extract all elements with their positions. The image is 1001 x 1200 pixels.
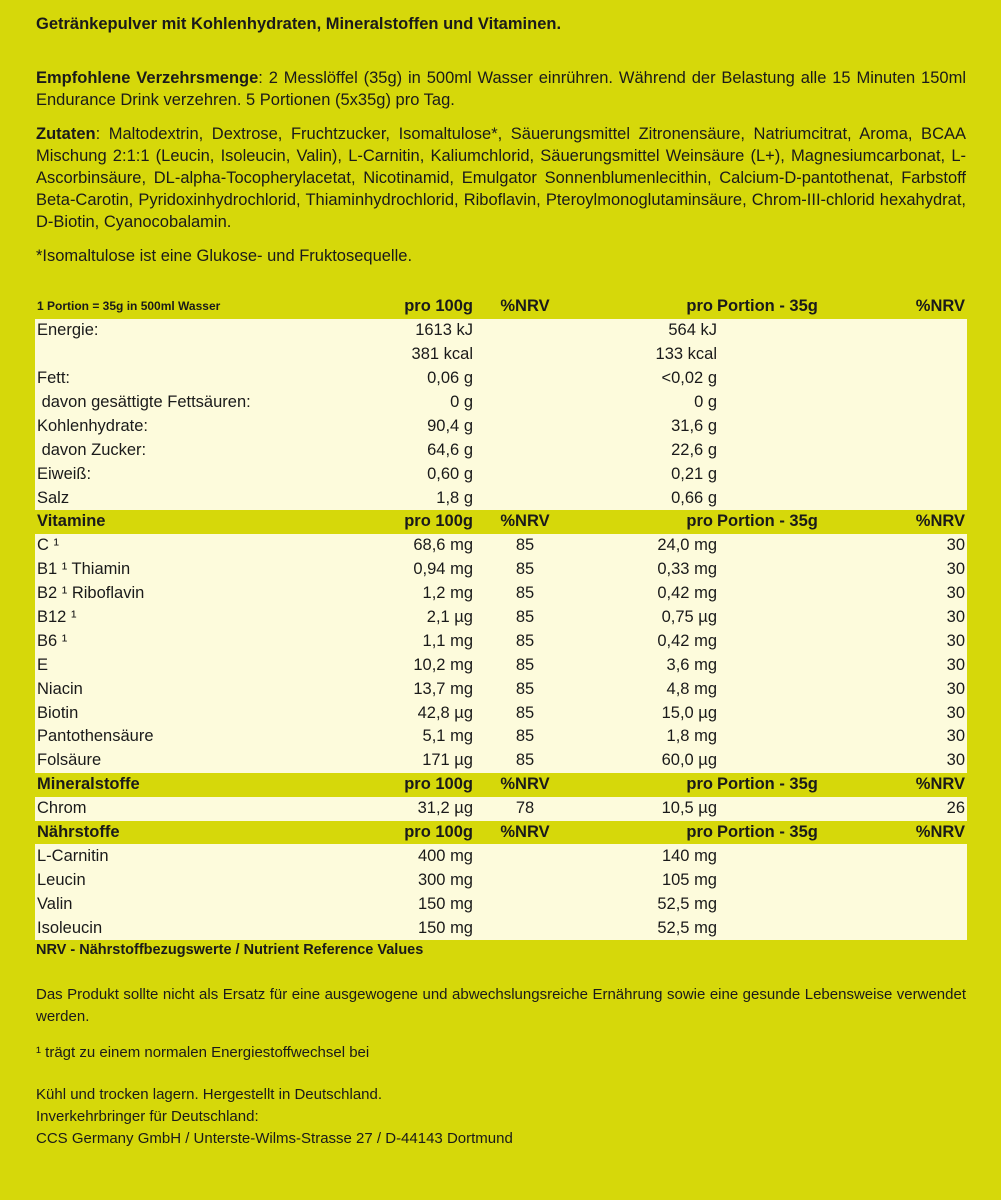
label-document — [36, 14, 966, 1150]
table-row — [35, 319, 967, 343]
nrv-per-portion — [845, 844, 967, 868]
section-title: 1 Portion = 35g in 500ml Wasser — [35, 295, 305, 319]
nrv-per-portion — [845, 916, 967, 940]
value-per-portion: 3,6 mg — [575, 653, 845, 677]
col-header-nrv: %NRV — [475, 510, 575, 534]
nrv-per100: 85 — [475, 701, 575, 725]
col-header-per100: pro 100g — [305, 295, 475, 319]
value-per100: 90,4 g — [305, 414, 475, 438]
nrv-per100 — [475, 486, 575, 510]
col-header-nrv: %NRV — [475, 773, 575, 797]
col-header-portion: Portion - 35g — [715, 295, 845, 319]
nrv-per-portion: 30 — [845, 582, 967, 606]
table-row — [35, 916, 967, 940]
table-row — [35, 892, 967, 916]
nrv-per100 — [475, 391, 575, 415]
value-per100: 2,1 µg — [305, 606, 475, 630]
value-per100: 31,2 µg — [305, 797, 475, 821]
value-per-portion: 0,42 mg — [575, 629, 845, 653]
value-per100: 381 kcal — [305, 343, 475, 367]
nutrient-name — [35, 343, 305, 367]
nutrient-name: E — [35, 653, 305, 677]
value-per100: 10,2 mg — [305, 653, 475, 677]
section-title: Mineralstoffe — [35, 773, 305, 797]
table-row — [35, 391, 967, 415]
table-row — [35, 725, 967, 749]
nrv-per-portion — [845, 367, 967, 391]
nrv-per-portion: 30 — [845, 534, 967, 558]
nutrient-name: L-Carnitin — [35, 844, 305, 868]
table-row — [35, 797, 967, 821]
table-row — [35, 749, 967, 773]
value-per100: 0,94 mg — [305, 558, 475, 582]
nutrient-name: Niacin — [35, 677, 305, 701]
dosage-text: : 2 Messlöffel (35g) in 500ml Wasser einrühren. Während der Belastung alle 15 Minuten 150ml Endurance Drink verzehren. 5 Portionen (5x35g) pro Tag. — [36, 69, 966, 109]
nrv-per100 — [475, 319, 575, 343]
col-header-portion: Portion - 35g — [715, 773, 845, 797]
nrv-per-portion — [845, 319, 967, 343]
table-row — [35, 534, 967, 558]
value-per100: 400 mg — [305, 844, 475, 868]
value-per-portion: 0,66 g — [575, 486, 845, 510]
value-per-portion: 140 mg — [575, 844, 845, 868]
table-row — [35, 868, 967, 892]
ingredients-text: : Maltodextrin, Dextrose, Fruchtzucker, Isomaltulose*, Säuerungsmittel Zitronensäure, Natriumcitrat, Aroma, BCAA Mischung 2:1:1 (Leucin, Isoleucin, Valin), L-Carnitin, Kaliumchlorid, Säuerungsmittel Weinsäure (L+), Magnesiumcarbonat, L-Ascorbinsäure, DL-alpha-Tocopherylacetat, Nicotinamid, Emulgator Sonnenblumenlecithin, Calcium-D-pantothenat, Farbstoff Beta-Carotin, Pyridoxinhydrochlorid, Thiaminhydrochlorid, Riboflavin, Pteroylmonoglutaminsäure, Chrom-III-chlorid hexahydrat, D-Biotin, Cyanocobalamin. — [36, 125, 966, 231]
table-row — [35, 844, 967, 868]
value-per-portion: 1,8 mg — [575, 725, 845, 749]
table-row — [35, 462, 967, 486]
table-row — [35, 438, 967, 462]
table-row — [35, 606, 967, 630]
table-row — [35, 343, 967, 367]
table-section-header — [35, 821, 967, 845]
nutrient-name: Salz — [35, 486, 305, 510]
table-row — [35, 414, 967, 438]
nutrient-name: B1 ¹ Thiamin — [35, 558, 305, 582]
col-header-pro: pro — [575, 510, 715, 534]
section-title: Vitamine — [35, 510, 305, 534]
value-per100: 42,8 µg — [305, 701, 475, 725]
nrv-per-portion — [845, 892, 967, 916]
nrv-per100 — [475, 892, 575, 916]
value-per100: 171 µg — [305, 749, 475, 773]
nutrient-name: Isoleucin — [35, 916, 305, 940]
nrv-per-portion: 30 — [845, 677, 967, 701]
nutrient-name: Kohlenhydrate: — [35, 414, 305, 438]
ingredients-label: Zutaten — [36, 125, 96, 143]
table-row — [35, 653, 967, 677]
nrv-per100: 85 — [475, 629, 575, 653]
nrv-per-portion: 30 — [845, 653, 967, 677]
distributor-label: Inverkehrbringer für Deutschland: — [36, 1108, 259, 1126]
storage-note: Kühl und trocken lagern. Hergestellt in Deutschland. — [36, 1086, 383, 1104]
nrv-per-portion — [845, 868, 967, 892]
nutrient-name: C ¹ — [35, 534, 305, 558]
nrv-per100: 78 — [475, 797, 575, 821]
nutrient-name: Chrom — [35, 797, 305, 821]
value-per100: 5,1 mg — [305, 725, 475, 749]
nutrient-name: Valin — [35, 892, 305, 916]
nutrient-name: Pantothensäure — [35, 725, 305, 749]
value-per-portion: 60,0 µg — [575, 749, 845, 773]
table-row — [35, 367, 967, 391]
nrv-per100 — [475, 868, 575, 892]
section-title: Nährstoffe — [35, 821, 305, 845]
value-per100: 150 mg — [305, 916, 475, 940]
nrv-per100: 85 — [475, 606, 575, 630]
nrv-per100: 85 — [475, 653, 575, 677]
col-header-per100: pro 100g — [305, 821, 475, 845]
value-per100: 68,6 mg — [305, 534, 475, 558]
nrv-per-portion: 30 — [845, 558, 967, 582]
table-section-header — [35, 773, 967, 797]
nrv-per100: 85 — [475, 677, 575, 701]
nrv-per-portion — [845, 343, 967, 367]
nrv-per100: 85 — [475, 534, 575, 558]
nrv-note: NRV - Nährstoffbezugswerte / Nutrient Reference Values — [36, 942, 424, 959]
nrv-per-portion: 30 — [845, 606, 967, 630]
value-per-portion: 22,6 g — [575, 438, 845, 462]
nutrient-name: davon gesättigte Fettsäuren: — [35, 391, 305, 415]
nrv-per100 — [475, 414, 575, 438]
nrv-per-portion — [845, 486, 967, 510]
col-header-per100: pro 100g — [305, 510, 475, 534]
value-per100: 0,06 g — [305, 367, 475, 391]
nrv-per-portion — [845, 391, 967, 415]
nrv-per100 — [475, 916, 575, 940]
value-per-portion: 52,5 mg — [575, 916, 845, 940]
isomaltulose-note: *Isomaltulose ist eine Glukose- und Fruktosequelle. — [36, 247, 413, 265]
value-per100: 300 mg — [305, 868, 475, 892]
value-per100: 150 mg — [305, 892, 475, 916]
nutrient-name: Eiweiß: — [35, 462, 305, 486]
nrv-per100 — [475, 844, 575, 868]
col-header-nrv-portion: %NRV — [845, 773, 967, 797]
value-per100: 1,2 mg — [305, 582, 475, 606]
value-per-portion: 4,8 mg — [575, 677, 845, 701]
dosage-label: Empfohlene Verzehrsmenge — [36, 69, 259, 87]
distributor-address: CCS Germany GmbH / Unterste-Wilms-Strasse 27 / D-44143 Dortmund — [36, 1130, 513, 1148]
value-per-portion: <0,02 g — [575, 367, 845, 391]
value-per-portion: 564 kJ — [575, 319, 845, 343]
nutrient-name: Energie: — [35, 319, 305, 343]
table-section-header — [35, 295, 967, 319]
nrv-per100 — [475, 438, 575, 462]
col-header-pro: pro — [575, 295, 715, 319]
nrv-per-portion: 30 — [845, 629, 967, 653]
value-per100: 0 g — [305, 391, 475, 415]
table-row — [35, 701, 967, 725]
nutrient-name: Folsäure — [35, 749, 305, 773]
value-per-portion: 0,75 µg — [575, 606, 845, 630]
value-per-portion: 0 g — [575, 391, 845, 415]
nrv-per-portion: 30 — [845, 725, 967, 749]
nutrient-name: B2 ¹ Riboflavin — [35, 582, 305, 606]
value-per100: 1613 kJ — [305, 319, 475, 343]
value-per-portion: 24,0 mg — [575, 534, 845, 558]
col-header-pro: pro — [575, 773, 715, 797]
value-per-portion: 10,5 µg — [575, 797, 845, 821]
nutrient-name: Leucin — [35, 868, 305, 892]
disclaimer: Das Produkt sollte nicht als Ersatz für eine ausgewogene und abwechslungsreiche Ernährung sowie eine gesunde Lebensweise verwendet werden. — [36, 986, 966, 1026]
nrv-per100: 85 — [475, 749, 575, 773]
nutrient-name: B12 ¹ — [35, 606, 305, 630]
table-section-header — [35, 510, 967, 534]
col-header-nrv-portion: %NRV — [845, 510, 967, 534]
nrv-per-portion: 30 — [845, 701, 967, 725]
value-per100: 0,60 g — [305, 462, 475, 486]
value-per100: 1,1 mg — [305, 629, 475, 653]
value-per-portion: 31,6 g — [575, 414, 845, 438]
nutrient-name: Biotin — [35, 701, 305, 725]
nrv-per100 — [475, 343, 575, 367]
col-header-nrv: %NRV — [475, 295, 575, 319]
nrv-per100 — [475, 367, 575, 391]
col-header-nrv-portion: %NRV — [845, 295, 967, 319]
table-row — [35, 582, 967, 606]
value-per100: 1,8 g — [305, 486, 475, 510]
nutrient-name: davon Zucker: — [35, 438, 305, 462]
ingredients-paragraph — [36, 123, 966, 233]
nrv-per-portion — [845, 414, 967, 438]
value-per100: 64,6 g — [305, 438, 475, 462]
value-per-portion: 0,42 mg — [575, 582, 845, 606]
col-header-per100: pro 100g — [305, 773, 475, 797]
product-title: Getränkepulver mit Kohlenhydraten, Mineralstoffen und Vitaminen. — [36, 15, 562, 33]
value-per-portion: 0,21 g — [575, 462, 845, 486]
col-header-nrv-portion: %NRV — [845, 821, 967, 845]
value-per-portion: 133 kcal — [575, 343, 845, 367]
value-per-portion: 52,5 mg — [575, 892, 845, 916]
nrv-per-portion: 26 — [845, 797, 967, 821]
nutrient-name: Fett: — [35, 367, 305, 391]
col-header-portion: Portion - 35g — [715, 821, 845, 845]
value-per-portion: 0,33 mg — [575, 558, 845, 582]
dosage-paragraph — [36, 67, 966, 111]
nrv-per-portion: 30 — [845, 749, 967, 773]
nutrition-table — [35, 295, 967, 940]
col-header-nrv: %NRV — [475, 821, 575, 845]
table-row — [35, 486, 967, 510]
col-header-pro: pro — [575, 821, 715, 845]
nrv-per100: 85 — [475, 558, 575, 582]
energy-footnote: ¹ trägt zu einem normalen Energiestoffwechsel bei — [36, 1044, 370, 1062]
col-header-portion: Portion - 35g — [715, 510, 845, 534]
table-row — [35, 558, 967, 582]
table-row — [35, 629, 967, 653]
table-row — [35, 677, 967, 701]
nrv-per100: 85 — [475, 582, 575, 606]
nrv-per100: 85 — [475, 725, 575, 749]
nrv-per-portion — [845, 462, 967, 486]
value-per100: 13,7 mg — [305, 677, 475, 701]
nrv-per100 — [475, 462, 575, 486]
nrv-per-portion — [845, 438, 967, 462]
value-per-portion: 105 mg — [575, 868, 845, 892]
nutrient-name: B6 ¹ — [35, 629, 305, 653]
value-per-portion: 15,0 µg — [575, 701, 845, 725]
